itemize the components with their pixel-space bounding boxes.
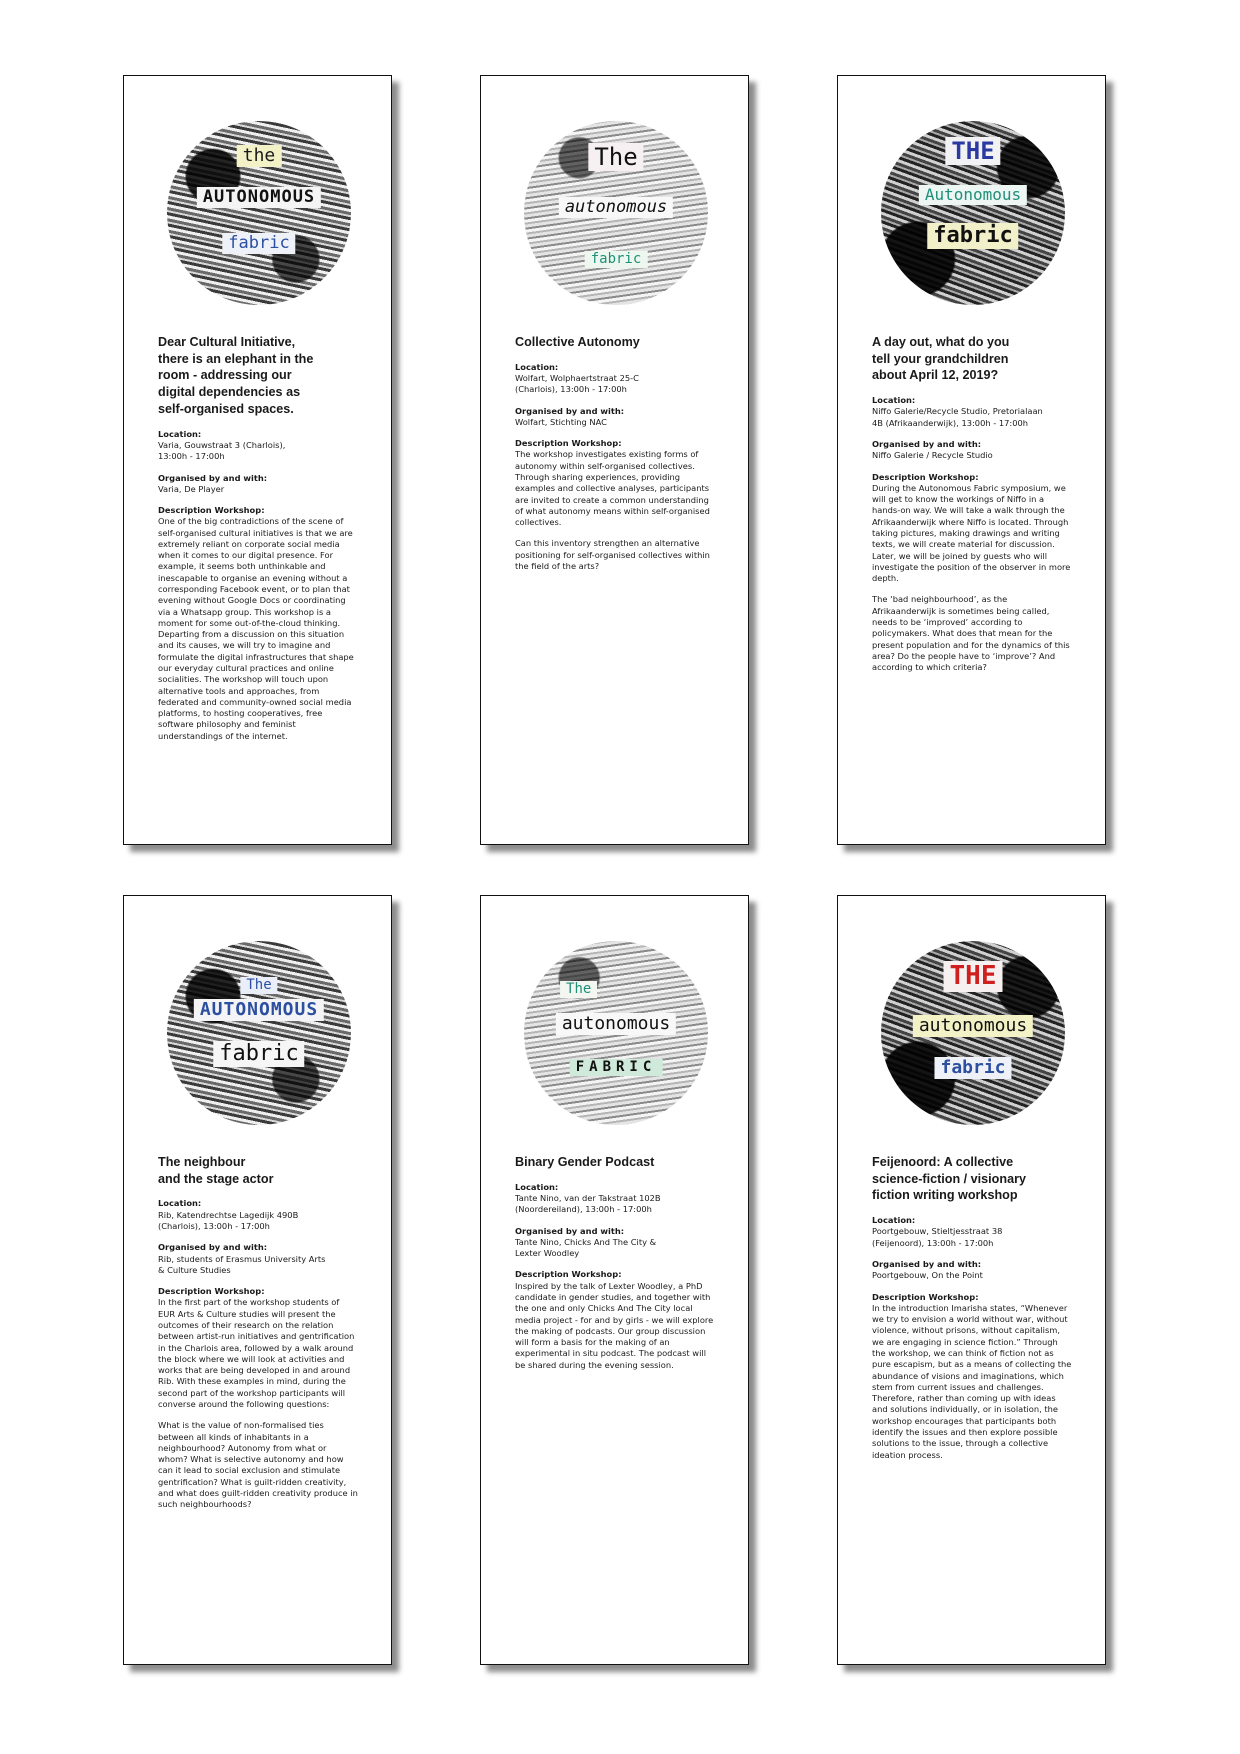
workshop-card-2 (480, 75, 749, 845)
card-title: Feijenoord: A collective science-fiction / visionary fiction writing workshop (872, 1155, 1026, 1203)
workshop-card-6 (837, 895, 1106, 1665)
organised-label: Organised by and with: (158, 1242, 268, 1253)
description-label: Description Workshop: (872, 471, 979, 482)
description-label: Description Workshop: (515, 1269, 622, 1280)
logo-line-1: The (240, 977, 277, 994)
autonomous-fabric-logo (167, 121, 351, 305)
logo-line-3: fabric (213, 1041, 304, 1067)
location-value: Tante Nino, van der Takstraat 102B (Noordereiland), 13:00h - 17:00h (515, 1193, 661, 1215)
organised-value: Wolfart, Stichting NAC (515, 416, 607, 427)
card-content (872, 334, 1072, 683)
workshop-card-4 (123, 895, 392, 1665)
card-content (515, 1154, 715, 1381)
logo-line-2: autonomous (556, 1013, 676, 1035)
logo-line-2: Autonomous (919, 185, 1027, 205)
workshop-card-5 (480, 895, 749, 1665)
logo-line-3: fabric (222, 233, 295, 254)
workshop-card-1 (123, 75, 392, 845)
organised-value: Tante Nino, Chicks And The City & Lexter Woodley (515, 1236, 657, 1259)
description-paragraph: During the Autonomous Fabric symposium, we will get to know the workings of Niffo in a hands-on way. We will take a walk through the Afrikaanderwijk where Niffo is located. Through taking pictures, making drawings and writing texts, we will create material for discussion. Later, we will be joined by guests who will investigate the position of the observer in more depth. (872, 482, 1071, 584)
logo-line-3: FABRIC (570, 1059, 663, 1076)
autonomous-fabric-logo (881, 121, 1065, 305)
card-title: The neighbour and the stage actor (158, 1155, 274, 1186)
logo-line-3: fabric (585, 251, 648, 268)
location-label: Location: (872, 395, 916, 406)
location-label: Location: (158, 428, 202, 439)
card-content (515, 334, 715, 582)
card-content (872, 1154, 1072, 1471)
organised-value: Rib, students of Erasmus University Arts & Culture Studies (158, 1253, 326, 1275)
location-label: Location: (872, 1215, 916, 1226)
description-paragraph: One of the big contradictions of the scene of self-organised cultural initiatives is that we are extremely reliant on corporate social media when it comes to our digital presence. For example, it seems both unthinkable and inescapable to organise an evening without a corresponding Facebook event, or to plan that evening without Google Docs or coordinating via a Whatsapp group. This workshop is a moment for some out-of-the-cloud thinking. Departing from a discussion on this situation and its causes, we will try to imagine and formulate the digital infrastructures that shape our everyday cultural practices and online socialities. The workshop will touch upon alternative tools and approaches, from federated and community-owned social media platforms, to hosting cooperatives, free software philosophy and feminist understandings of the internet. (158, 516, 354, 741)
organised-label: Organised by and with: (872, 1259, 982, 1270)
description-paragraph: In the first part of the workshop students of EUR Arts & Culture studies will present the outcomes of their research on the relation between artist-run initiatives and gentrification in the Charlois area, followed by a walk around the block where we will look at activities and works that are being developed in and around Rib. With these examples in mind, during the second part of the workshop participants will converse around the following questions: (158, 1297, 355, 1409)
organised-value: Poortgebouw, On the Point (872, 1270, 983, 1281)
logo-line-1: THE (945, 137, 1000, 165)
workshop-card-3 (837, 75, 1106, 845)
autonomous-fabric-logo (524, 121, 708, 305)
description-label: Description Workshop: (158, 1286, 265, 1297)
card-title: Binary Gender Podcast (515, 1155, 655, 1169)
location-value: Poortgebouw, Stieltjesstraat 38 (Feijenoord), 13:00h - 17:00h (872, 1226, 1003, 1248)
logo-line-1: the (237, 145, 282, 167)
logo-line-2: AUTONOMOUS (197, 187, 321, 208)
logo-line-1: THE (944, 961, 1003, 992)
location-label: Location: (515, 1181, 559, 1192)
logo-line-2: autonomous (913, 1015, 1033, 1037)
organised-label: Organised by and with: (158, 472, 268, 483)
logo-line-2: AUTONOMOUS (194, 999, 324, 1021)
location-value: Niffo Galerie/Recycle Studio, Pretorialaan 4B (Afrikaanderwijk), 13:00h - 17:00h (872, 406, 1043, 428)
autonomous-fabric-logo (524, 941, 708, 1125)
description-label: Description Workshop: (158, 505, 265, 516)
autonomous-fabric-logo (881, 941, 1065, 1125)
organised-label: Organised by and with: (515, 1225, 625, 1236)
card-content (158, 1154, 358, 1521)
organised-label: Organised by and with: (872, 439, 982, 450)
logo-line-3: fabric (934, 1057, 1011, 1079)
description-paragraph: In the introduction Imarisha states, “Whenever we try to envision a world without war, without violence, without prisons, without capitalism, we are engaging in science fiction.” Through the workshop, we can think of fiction not as pure escapism, but as a means of collecting the abundance of visions and imaginations, which stem from current issues and challenges. Therefore, rather than coming up with ideas and solutions individually, or in isolation, the workshop encourages that participants both identify the issues and then explore possible solutions to the issue, through a collective ideation process. (872, 1302, 1072, 1460)
card-title: Dear Cultural Initiative, there is an elephant in the room - addressing our digital dependencies as self-organised spaces. (158, 335, 314, 416)
logo-line-3: fabric (927, 223, 1018, 249)
card-content (158, 334, 358, 752)
organised-value: Niffo Galerie / Recycle Studio (872, 450, 993, 461)
location-value: Rib, Katendrechtse Lagedijk 490B (Charlois), 13:00h - 17:00h (158, 1209, 299, 1232)
organised-label: Organised by and with: (515, 405, 625, 416)
description-paragraph: The ‘bad neighbourhood’, as the Afrikaanderwijk is sometimes being called, needs to be ‘improved’ according to policymakers. What does that mean for the present population and for the dynamics of this area? Do the people have to ‘improve’? And according to which criteria? (872, 594, 1070, 673)
logo-line-2: autonomous (559, 197, 673, 218)
location-label: Location: (158, 1198, 202, 1209)
description-label: Description Workshop: (872, 1291, 979, 1302)
card-title: Collective Autonomy (515, 335, 640, 349)
description-paragraph: Inspired by the talk of Lexter Woodley, a PhD candidate in gender studies, and together with the one and only Chicks And The City local media project - for and by girls - we will explore the making of podcasts. Our group discussion will form a basis for the making of an experimental in situ podcast. The podcast will be shared during the evening session. (515, 1280, 714, 1370)
card-title: A day out, what do you tell your grandchildren about April 12, 2019? (872, 335, 1010, 383)
description-paragraph: The workshop investigates existing forms of autonomy within self-organised collectives. Through sharing experiences, providing examples and collective analyses, participants are invited to create a common understanding of what autonomy means within self-organised collectives. (515, 449, 710, 528)
description-label: Description Workshop: (515, 438, 622, 449)
location-label: Location: (515, 361, 559, 372)
description-paragraph: What is the value of non-formalised ties between all kinds of inhabitants in a neighbourhood? Autonomy from what or whom? What is selective autonomy and how can it lead to social exclusion and stimulate gentrification? What is guilt-ridden creativity, and what does guilt-ridden creativity produce in such neighbourhoods? (158, 1420, 358, 1510)
location-value: Wolfart, Wolphaertstraat 25-C (Charlois), 13:00h - 17:00h (515, 373, 639, 395)
autonomous-fabric-logo (167, 941, 351, 1125)
location-value: Varia, Gouwstraat 3 (Charlois), 13:00h - 17:00h (158, 439, 286, 462)
description-paragraph: Can this inventory strengthen an alternative positioning for self-organised collectives within the field of the arts? (515, 538, 710, 571)
logo-line-1: The (560, 981, 597, 998)
logo-line-1: The (588, 143, 643, 171)
organised-value: Varia, De Player (158, 483, 225, 494)
